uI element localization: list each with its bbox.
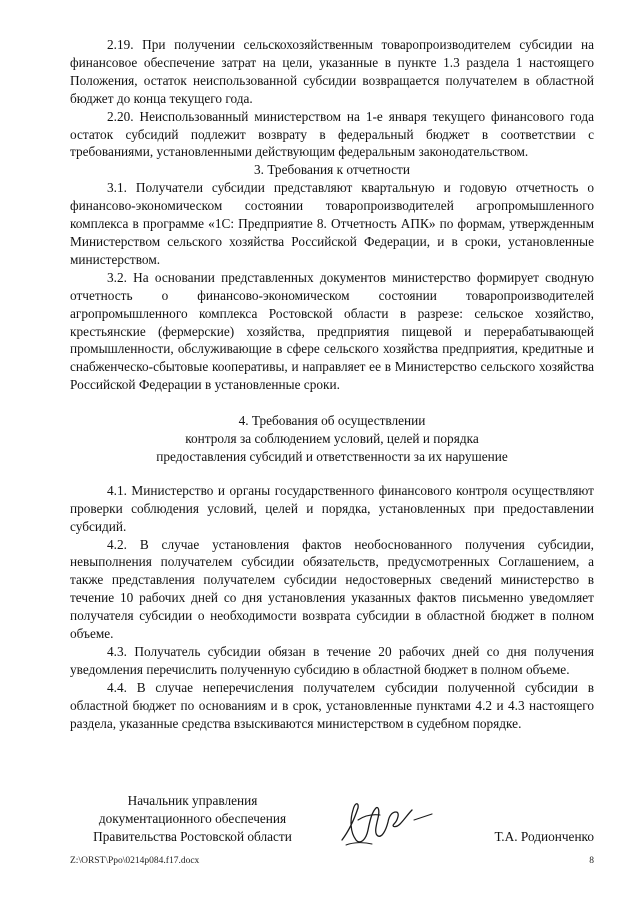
section-3-heading: 3. Требования к отчетности xyxy=(254,162,410,178)
signatory-name: Т.А. Родионченко xyxy=(494,829,594,844)
handwritten-signature xyxy=(328,790,438,852)
paragraph-4-3: 4.3. Получатель субсидии обязан в течение 20 рабочих дней со дня получения уведомления перечислить полученную субсидию в областной бюджет в полном объеме. xyxy=(70,644,594,677)
section-4-heading-line: предоставления субсидий и ответственности за их нарушение xyxy=(156,448,508,464)
signatory-title-line: документационного обеспечения xyxy=(98,810,287,826)
signatory-title-line: Правительства Ростовской области xyxy=(93,828,292,844)
signatory-title-line: Начальник управления xyxy=(127,793,258,808)
paragraph-3-2: 3.2. На основании представленных документов министерство формирует сводную отчетность о финансово-экономическом состоянии товаропроизводителей агропромышленного комплекса Ростовской области в разрезе: сельское хозяйство, крестьянские (фермерские) хозяйства, предприятия пищевой и перерабатывающей промышленности, обслуживающие в сфере сельского хозяйства предприятия, кредитные и снабженческо-сбытовые кооперативы, и направляет ее в Министерство сельского хозяйства Российской Федерации в установленные сроки. xyxy=(70,269,594,393)
paragraph-4-1: 4.1. Министерство и органы государственного финансового контроля осуществляют проверки соблюдения условий, целей и порядка, установленных при предоставлении субсидий. xyxy=(70,482,594,534)
paragraph-2-20: 2.20. Неиспользованный министерством на 1-е января текущего финансового года остаток субсидий подлежит возврату в федеральный бюджет в соответствии с требованиями, установленными действующим федеральным законодательством. xyxy=(70,108,594,160)
section-4-heading-line: 4. Требования об осуществлении xyxy=(238,413,426,429)
paragraph-2-19: 2.19. При получении сельскохозяйственным товаропроизводителем субсидии на финансовое обеспечение затрат на цели, указанные в пункте 1.3 раздела 1 настоящего Положения, остаток неиспользованной субсидии возвращается получателем в областной бюджет до конца текущего года. xyxy=(70,37,594,106)
section-4-heading xyxy=(70,412,594,466)
signature-block xyxy=(70,792,594,852)
signatory-title xyxy=(70,792,315,846)
file-path: Z:\ORST\Ppo\0214p084.f17.docx xyxy=(70,856,200,866)
paragraph-3-1: 3.1. Получатели субсидии представляют квартальную и годовую отчетность о финансово-экономическом состоянии товаропроизводителей агропромышленного комплекса в программе «1С: Предприятие 8. Отчетность АПК» по формам, утвержденным Министерством сельского хозяйства Российской Федерации, и в сроки, установленные министерством. xyxy=(70,180,594,267)
paragraph-4-4: 4.4. В случае неперечисления получателем субсидии полученной субсидии в областной бюджет по основаниям и в срок, установленные пунктами 4.2 и 4.3 настоящего раздела, указанные средства взыскиваются министерством в судебном порядке. xyxy=(70,679,594,731)
paragraph-4-2: 4.2. В случае установления фактов необоснованного получения субсидии, невыполнения получателем субсидии обязательств, предусмотренных Соглашением, а также представления получателем субсидии недостоверных сведений министерство в течение 10 рабочих дней со дня установления указанных фактов письменно уведомляет получателя субсидии о необходимости возврата субсидии в областной бюджет в полном объеме. xyxy=(70,536,594,642)
page-number: 8 xyxy=(589,856,594,866)
section-4-heading-line: контроля за соблюдением условий, целей и порядка xyxy=(185,431,479,447)
document-page xyxy=(70,36,594,733)
